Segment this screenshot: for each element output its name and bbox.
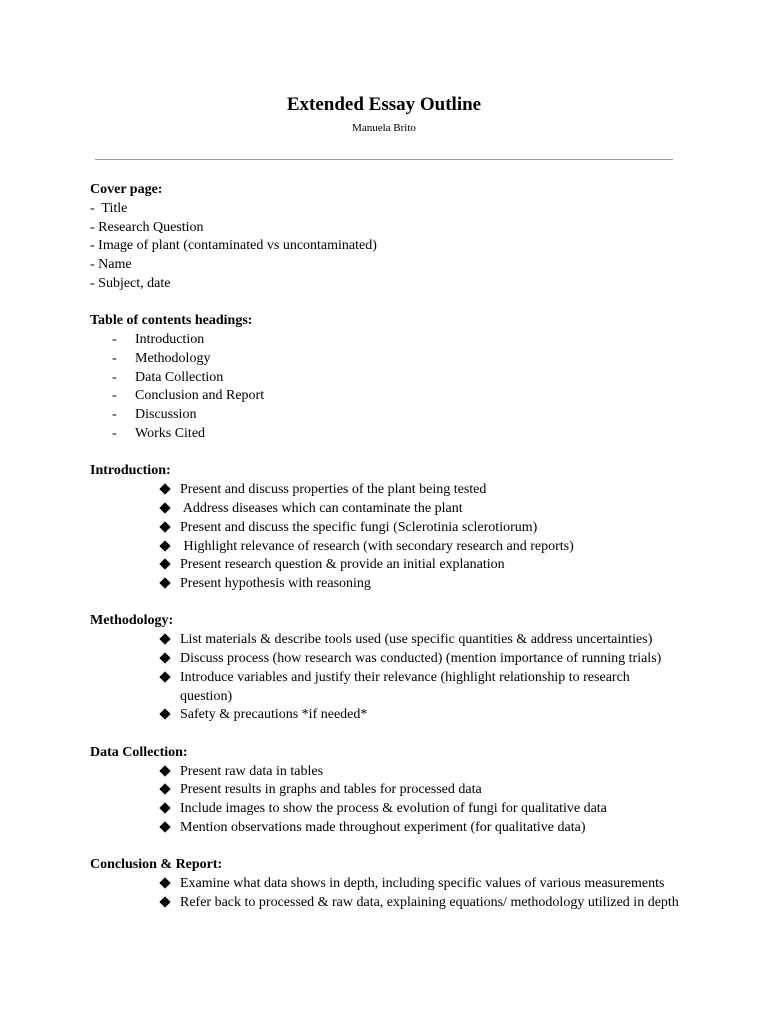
dash-marker: - [112, 407, 117, 423]
diamond-bullet-icon [159, 896, 170, 907]
diamond-bullet-icon [159, 877, 170, 888]
bullet-text: Highlight relevance of research (with secondary research and reports) [180, 538, 574, 554]
toc-item [90, 369, 700, 388]
diamond-bullet-icon [159, 577, 170, 588]
diamond-bullet-icon [159, 784, 170, 795]
bullet-item [90, 819, 700, 838]
section-heading: Table of contents headings: [90, 313, 253, 329]
bullet-text: Safety & precautions *if needed* [180, 707, 368, 723]
bullet-item [90, 519, 700, 538]
bullet-text: Include images to show the process & evolution of fungi for qualitative data [180, 801, 607, 817]
bullet-item [90, 875, 700, 894]
bullet-text: Present and discuss the specific fungi (Sclerotinia sclerotiorum) [180, 519, 538, 535]
bullet-text: Present and discuss properties of the plant being tested [180, 482, 487, 498]
dash-marker: - [112, 426, 117, 442]
cover-line: - Name [90, 257, 132, 273]
bullet-item [90, 894, 700, 913]
diamond-bullet-icon [159, 483, 170, 494]
bullet-item [90, 575, 700, 594]
bullet-item [90, 500, 700, 519]
section-heading: Introduction: [90, 463, 171, 479]
diamond-bullet-icon [159, 559, 170, 570]
toc-item [90, 331, 700, 350]
bullet-text: Introduce variables and justify their relevance (highlight relationship to research question) [180, 669, 630, 704]
document-title: Extended Essay Outline [286, 94, 482, 115]
conclusion-report-section [90, 856, 700, 912]
diamond-bullet-icon [159, 540, 170, 551]
bullet-text: Discuss process (how research was conducted) (mention importance of running trials) [180, 651, 662, 667]
bullet-text: Present hypothesis with reasoning [180, 576, 371, 592]
cover-line: - Research Question [90, 219, 204, 235]
bullet-item [90, 538, 700, 557]
bullet-item [90, 669, 700, 707]
dash-marker: - [112, 388, 117, 404]
diamond-bullet-icon [159, 634, 170, 645]
dash-marker: - [112, 350, 117, 366]
bullet-item [90, 631, 700, 650]
diamond-bullet-icon [159, 802, 170, 813]
diamond-bullet-icon [159, 821, 170, 832]
bullet-item [90, 706, 700, 725]
bullet-item [90, 556, 700, 575]
diamond-bullet-icon [159, 521, 170, 532]
diamond-bullet-icon [159, 709, 170, 720]
document-author: Manuela Brito [352, 122, 416, 134]
bullet-text: Present results in graphs and tables for processed data [180, 782, 482, 798]
dash-marker: - [112, 369, 117, 385]
cover-page-section [90, 181, 700, 294]
toc-item-label: Methodology [135, 350, 211, 366]
section-heading: Conclusion & Report: [90, 857, 223, 873]
toc-item-label: Works Cited [135, 426, 206, 442]
section-heading: Methodology: [90, 613, 174, 629]
diamond-bullet-icon [159, 652, 170, 663]
bullet-text: List materials & describe tools used (use specific quantities & address uncertainties) [180, 632, 653, 648]
document-body [90, 181, 700, 931]
toc-item [90, 387, 700, 406]
bullet-item [90, 481, 700, 500]
bullet-text: Mention observations made throughout experiment (for qualitative data) [180, 819, 586, 835]
horizontal-divider [95, 159, 673, 160]
diamond-bullet-icon [159, 765, 170, 776]
introduction-section [90, 462, 700, 594]
toc-section [90, 312, 700, 444]
methodology-section [90, 612, 700, 725]
toc-item [90, 425, 700, 444]
bullet-item [90, 800, 700, 819]
bullet-item [90, 781, 700, 800]
bullet-text: Present raw data in tables [180, 763, 324, 779]
toc-item-label: Data Collection [135, 369, 224, 385]
data-collection-section [90, 744, 700, 838]
toc-item [90, 350, 700, 369]
bullet-text: Present research question & provide an initial explanation [180, 557, 505, 573]
bullet-text: Examine what data shows in depth, including specific values of various measurements [180, 876, 665, 891]
dash-marker: - [112, 332, 117, 348]
toc-item-label: Discussion [135, 407, 197, 423]
bullet-item [90, 763, 700, 782]
toc-item [90, 406, 700, 425]
toc-item-label: Introduction [135, 332, 205, 348]
bullet-text: Refer back to processed & raw data, explaining equations/ methodology utilized in depth [180, 894, 679, 910]
diamond-bullet-icon [159, 671, 170, 682]
section-heading: Data Collection: [90, 744, 188, 760]
bullet-item [90, 650, 700, 669]
section-heading: Cover page: [90, 182, 163, 197]
cover-line: - Title [90, 200, 128, 216]
toc-item-label: Conclusion and Report [135, 388, 265, 404]
cover-line: - Subject, date [90, 275, 171, 291]
diamond-bullet-icon [159, 502, 170, 513]
bullet-text: Address diseases which can contaminate the plant [180, 500, 463, 516]
cover-line: - Image of plant (contaminated vs uncontaminated) [90, 238, 377, 254]
